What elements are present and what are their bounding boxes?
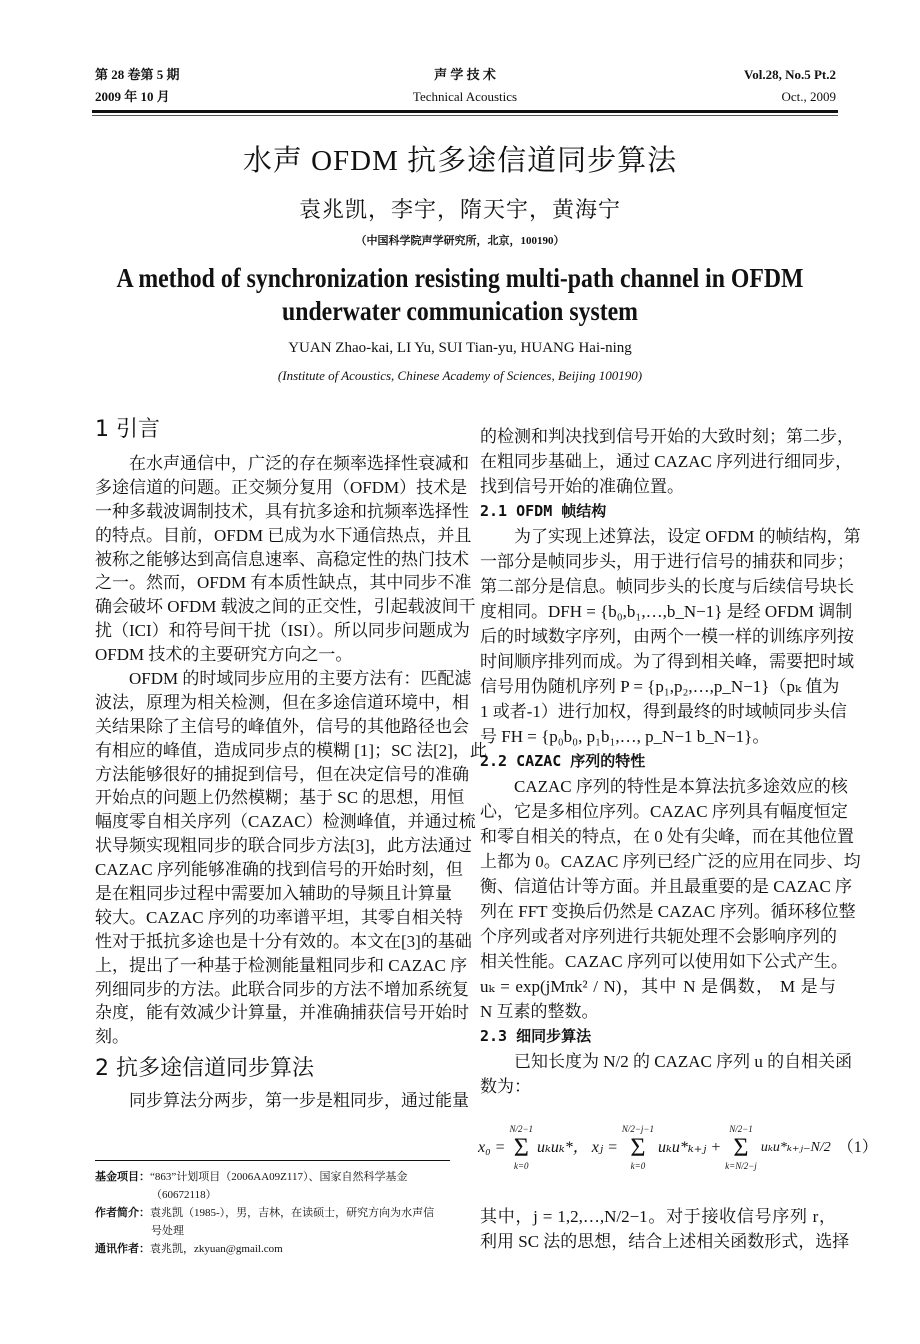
- text-line: 列在 FFT 变换后仍然是 CAZAC 序列。循环移位整: [480, 902, 856, 921]
- text-line: 开始点的问题上仍然模糊；基于 SC 的思想，用恒: [95, 788, 465, 808]
- text-line: CAZAC 序列的特性是本算法抗多途效应的核: [514, 777, 848, 796]
- text-line: 多途信道的问题。正交频分复用（OFDM）技术是: [95, 477, 468, 497]
- text-line: 一部分是帧同步头，用于进行信号的捕获和同步；: [480, 552, 854, 571]
- text-line: 度相同。DFH = {b₀,b₁,…,b_N−1} 是经 OFDM 调制: [480, 602, 853, 621]
- eq-sigma: Σ: [733, 1133, 749, 1162]
- text-line: CAZAC 序列能够准确的找到信号的开始时刻，但: [95, 860, 463, 880]
- author-text-2: 号处理: [151, 1225, 184, 1237]
- text-line: 有相应的峰值，造成同步点的模糊 [1]；SC 法[2]，此: [95, 740, 487, 760]
- text-line: 的特点。目前，OFDM 已成为水下通信热点，并且: [95, 525, 472, 545]
- fund-text: “863”计划项目（2006AA09Z117）、国家自然科学基金: [150, 1171, 408, 1183]
- eq-term2: uₖu*ₖ₊ⱼ₋N/2: [760, 1140, 831, 1155]
- section-heading: 2.2 CAZAC 序列的特性: [480, 752, 646, 770]
- text-line: 其中，j = 1,2,…,N/2−1。对于接收信号序列 r，: [480, 1207, 836, 1226]
- affiliation-en: (Institute of Acoustics, Chinese Academy of Sciences, Beijing 100190): [277, 368, 643, 383]
- eq-term1: uₖu*ₖ₊ⱼ +: [658, 1139, 722, 1156]
- issue-date-en: Oct., 2009: [781, 89, 836, 104]
- section-heading: 2 抗多途信道同步算法: [95, 1056, 314, 1082]
- eq-sum-1: [508, 1124, 534, 1172]
- title-cn: 水声 OFDM 抗多途信道同步算法: [242, 145, 678, 177]
- text-line: 杂度，能有效减少计算量，并准确捕获信号开始时: [95, 1003, 469, 1023]
- text-line: 1 或者-1）进行加权，得到最终的时域帧同步头信: [480, 702, 847, 721]
- text-line: 利用 SC 法的思想，结合上述相关函数形式，选择: [480, 1232, 850, 1251]
- text-line: 相关性能。CAZAC 序列可以使用如下公式产生。: [480, 952, 848, 971]
- eq-sum1-upper: N/2−1: [509, 1124, 534, 1134]
- text-line: 个序列或者对序列进行共轭处理不会影响序列的: [480, 927, 837, 946]
- text-line: 较大。CAZAC 序列的功率谱平坦，其零自相关特: [95, 907, 463, 927]
- header-rule: [92, 110, 838, 113]
- section-heading: 1 引言: [95, 417, 160, 442]
- text-line: 上都为 0。CAZAC 序列已经广泛的应用在同步、均: [480, 852, 861, 871]
- fund-label: 基金项目：: [95, 1171, 150, 1183]
- section-heading: 2.1 OFDM 帧结构: [480, 502, 607, 520]
- journal-issue-en: [744, 64, 836, 108]
- text-line: OFDM 的时域同步应用的主要方法有：匹配滤: [129, 669, 472, 689]
- text-line: 被称之能够达到高信息速率、高稳定性的热门技术: [95, 549, 469, 569]
- text-line: 衡、信道估计等方面。并且最重要的是 CAZAC 序: [480, 877, 853, 896]
- eq-sum1-lower: k=0: [513, 1161, 529, 1171]
- text-line: 第二部分是信息。帧同步头的长度与后续信号块长: [480, 577, 854, 596]
- footnote-rule: [95, 1160, 450, 1161]
- title-en-line-2: underwater communication system: [282, 296, 638, 326]
- equation-1: [478, 1108, 878, 1188]
- affiliation-cn: （中国科学院声学研究所，北京，100190）: [355, 235, 565, 247]
- eq-sum3-lower: k=N/2−j: [725, 1161, 757, 1171]
- eq-sum3-upper: N/2−1: [729, 1124, 753, 1134]
- text-line: 为了实现上述算法，设定 OFDM 的帧结构，第: [514, 527, 861, 546]
- eq-term0: uₖuₖ*，: [537, 1139, 589, 1156]
- after-equation-text: [480, 1204, 850, 1254]
- eq-number: （1）: [837, 1139, 878, 1156]
- eq-sum-3: [724, 1124, 758, 1172]
- text-line: OFDM 技术的主要研究方向之一。: [95, 645, 353, 665]
- right-column: [480, 424, 861, 1099]
- text-line: 号 FH = {p₀b₀, p₁b₁,…, p_N−1 b_N−1}。: [480, 727, 770, 746]
- text-line: 上，提出了一种基于检测能量粗同步和 CAZAC 序: [95, 955, 468, 975]
- text-line: 一种多载波调制技术，具有抗多途和抗频率选择性: [95, 501, 469, 521]
- footnotes: [95, 1168, 455, 1258]
- volume-number: 第 28 卷第 5 期: [95, 67, 180, 82]
- text-line: 方法能够很好的捕捉到信号，但在决定信号的准确: [95, 764, 469, 784]
- journal-issue: [95, 64, 180, 108]
- text-line: 的检测和判决找到信号开始的大致时刻；第二步，: [480, 427, 854, 446]
- footnote-fund: [95, 1168, 455, 1186]
- text-line: 之一。然而，OFDM 有本质性缺点，其中同步不准: [95, 573, 472, 593]
- corr-label: 通讯作者：: [95, 1243, 150, 1255]
- text-line: 幅度零自相关序列（CAZAC）检测峰值，并通过梳: [95, 812, 476, 832]
- title-en-line-1: A method of synchronization resisting multi-path channel in OFDM: [116, 263, 804, 293]
- author-text: 袁兆凯（1985-），男，吉林，在读硕士，研究方向为水声信: [150, 1207, 435, 1219]
- section-heading: 2.3 细同步算法: [480, 1027, 592, 1045]
- title-en: [64, 262, 856, 328]
- text-line: 心，它是多相位序列。CAZAC 序列具有幅度恒定: [480, 802, 848, 821]
- text-line: 是在粗同步过程中需要加入辅助的导频且计算量: [95, 884, 452, 904]
- journal-name: [300, 64, 630, 108]
- text-line: 找到信号开始的准确位置。: [480, 477, 684, 496]
- text-line: 时间顺序排列而成。为了得到相关峰，需要把时域: [480, 652, 854, 671]
- authors-cn: 袁兆凯，李宇，隋天宇，黄海宁: [298, 197, 621, 222]
- footnote-author: [95, 1204, 455, 1222]
- text-line: 在水声通信中，广泛的存在频率选择性衰减和: [129, 454, 469, 473]
- header-rule-thin: [92, 115, 838, 116]
- text-line: 性对于抵抗多途也是十分有效的。本文在[3]的基础: [95, 931, 472, 951]
- eq-sum-2: [621, 1124, 655, 1172]
- text-line: 刻。: [95, 1027, 129, 1047]
- eq-sigma: Σ: [513, 1133, 529, 1162]
- text-line: uₖ = exp(jMπk² / N)，其中 N 是偶数， M 是与: [480, 977, 836, 996]
- text-line: 和零自相关的特点，在 0 处有尖峰，而在其他位置: [480, 827, 854, 846]
- text-line: 在粗同步基础上，通过 CAZAC 序列进行细同步，: [480, 452, 853, 471]
- text-line: 波法，原理为相关检测，但在多途信道环境中，相: [95, 692, 469, 712]
- eq-x0: x₀ =: [478, 1139, 506, 1156]
- eq-xj: xⱼ =: [591, 1139, 618, 1156]
- text-line: 同步算法分两步，第一步是粗同步，通过能量: [129, 1091, 469, 1111]
- text-line: 后的时域数字序列，由两个一模一样的训练序列按: [480, 627, 854, 646]
- left-column: [95, 408, 487, 1113]
- eq-sum2-upper: N/2−j−1: [621, 1124, 655, 1134]
- journal-name-en: Technical Acoustics: [412, 89, 518, 104]
- issue-date-cn: 2009 年 10 月: [95, 89, 170, 104]
- text-line: 已知长度为 N/2 的 CAZAC 序列 u 的自相关函: [514, 1052, 853, 1071]
- text-line: 状导频实现粗同步的联合同步方法[3]，此方法通过: [95, 836, 472, 856]
- text-line: 关结果除了主信号的峰值外，信号的其他路径也会: [95, 716, 469, 736]
- author-label: 作者简介：: [95, 1207, 150, 1219]
- journal-name-cn: 声 学 技 术: [434, 67, 496, 82]
- text-line: 信号用伪随机序列 P = {p₁,p₂,…,p_N−1}（pₖ 值为: [480, 677, 840, 696]
- text-line: 数为：: [480, 1077, 531, 1096]
- fund-text-2: （60672118）: [151, 1189, 217, 1201]
- eq-sigma: Σ: [630, 1133, 646, 1162]
- text-line: 列细同步的方法。此联合同步的方法不增加系统复: [95, 979, 469, 999]
- footnote-correspondence: [95, 1240, 455, 1258]
- text-line: 确会破坏 OFDM 载波之间的正交性，引起载波间干: [95, 597, 476, 617]
- corr-text: 袁兆凯，zkyuan@gmail.com: [150, 1243, 283, 1255]
- text-line: 扰（ICI）和符号间干扰（ISI）。所以同步问题成为: [95, 621, 470, 641]
- text-line: N 互素的整数。: [480, 1002, 599, 1021]
- volume-number-en: Vol.28, No.5 Pt.2: [744, 67, 836, 82]
- eq-sum2-lower: k=0: [630, 1161, 646, 1171]
- authors-en: YUAN Zhao-kai, LI Yu, SUI Tian-yu, HUANG Hai-ning: [288, 340, 632, 356]
